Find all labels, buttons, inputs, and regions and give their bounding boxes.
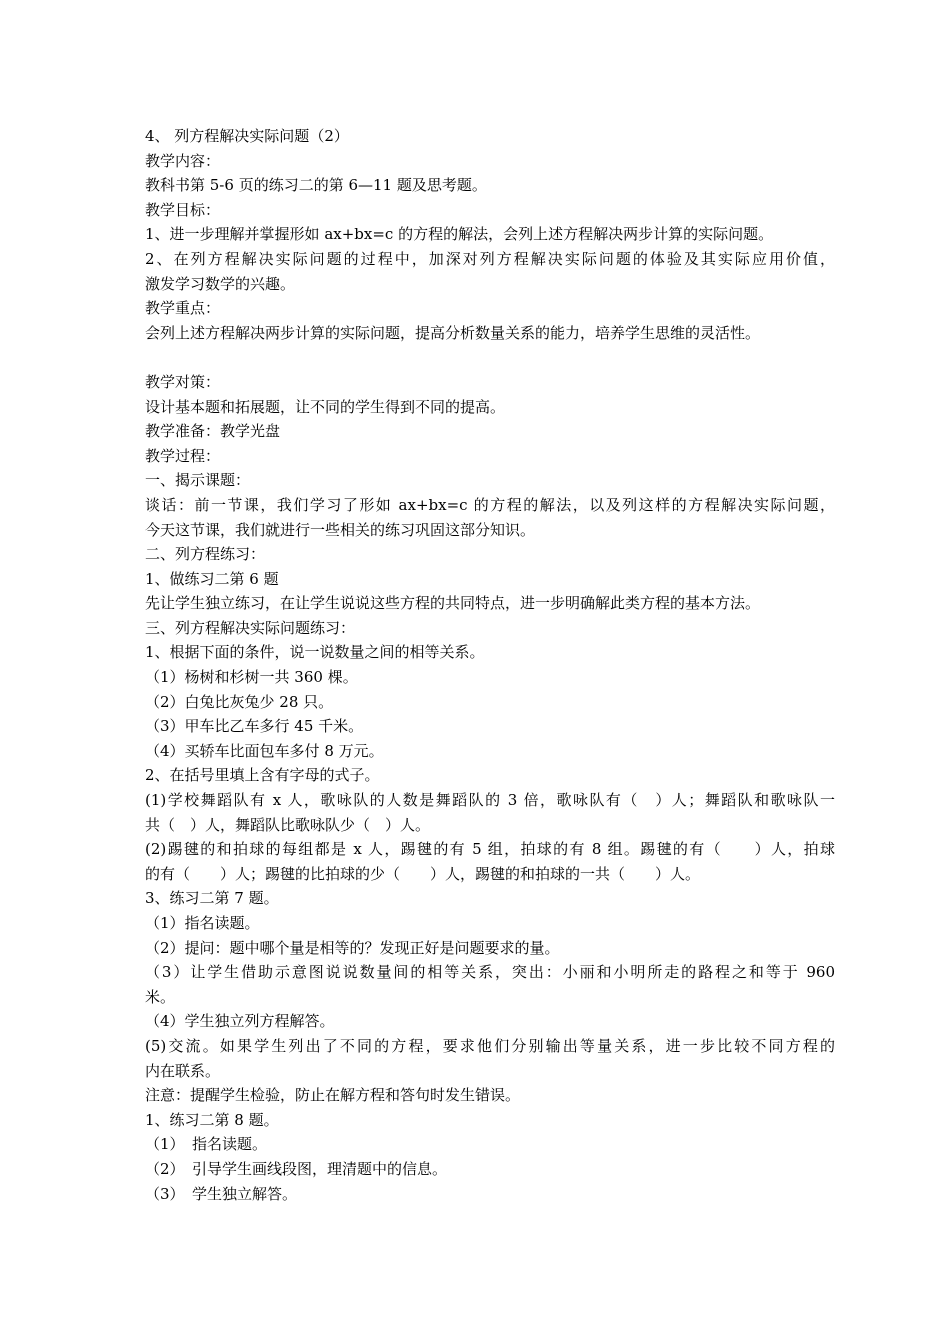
list-item: 3、练习二第 7 题。	[145, 889, 279, 908]
paragraph: 激发学习数学的兴趣。	[145, 274, 296, 293]
list-item: 1、练习二第 8 题。	[145, 1110, 279, 1129]
paragraph: 2、在列方程解决实际问题的过程中，加深对列方程解决实际问题的体验及其实际应用价值，	[145, 249, 835, 268]
paragraph: 的有（ ）人；踢毽的比拍球的少（ ）人，踢毽的和拍球的一共（ ）人。	[145, 864, 701, 883]
list-item: （3） 学生独立解答。	[145, 1184, 298, 1203]
list-item: （1）杨树和杉树一共 360 棵。	[145, 668, 358, 687]
list-item: (5)交流。如果学生列出了不同的方程，要求他们分别输出等量关系，进一步比较不同方程的	[145, 1036, 835, 1055]
list-item: （2）提问：题中哪个量是相等的？发现正好是问题要求的量。	[145, 938, 560, 957]
list-item: (2)踢毽的和拍球的每组都是 x 人，踢毽的有 5 组，拍球的有 8 组。踢毽的有（ ）人，拍球	[145, 840, 835, 859]
document-page	[145, 124, 835, 1206]
paragraph: 注意：提醒学生检验，防止在解方程和答句时发生错误。	[145, 1086, 521, 1105]
section-heading: 三、列方程解决实际问题练习：	[145, 618, 356, 637]
section-heading: 教学过程：	[145, 446, 221, 465]
section-heading: 二、列方程练习：	[145, 545, 266, 564]
paragraph: 谈话：前一节课，我们学习了形如 ax+bx=c 的方程的解法，以及列这样的方程解决实际问题，	[145, 495, 835, 514]
paragraph: 内在联系。	[145, 1061, 221, 1080]
paragraph: 1、进一步理解并掌握形如 ax+bx=c 的方程的解法，会列上述方程解决两步计算的实际问题。	[145, 225, 774, 244]
list-item: 1、做练习二第 6 题	[145, 569, 279, 588]
section-heading: 一、揭示课题：	[145, 471, 251, 490]
blank-line	[145, 345, 835, 370]
list-item: （2）白兔比灰兔少 28 只。	[145, 692, 334, 711]
paragraph: 教学准备：教学光盘	[145, 422, 281, 441]
list-item: (1)学校舞蹈队有 x 人，歌咏队的人数是舞蹈队的 3 倍，歌咏队有（ ）人；舞蹈队和歌咏队一	[145, 791, 835, 810]
list-item: （1） 指名读题。	[145, 1135, 268, 1154]
list-item: （3）让学生借助示意图说说数量间的相等关系，突出：小丽和小明所走的路程之和等于 960	[145, 963, 835, 982]
list-item: （1）指名读题。	[145, 914, 260, 932]
section-heading: 教学目标：	[145, 200, 221, 219]
paragraph: 设计基本题和拓展题，让不同的学生得到不同的提高。	[145, 397, 506, 416]
paragraph: 先让学生独立练习，在让学生说说这些方程的共同特点，进一步明确解此类方程的基本方法。	[145, 594, 761, 613]
paragraph: 会列上述方程解决两步计算的实际问题，提高分析数量关系的能力，培养学生思维的灵活性。	[145, 323, 761, 342]
list-item: （4）买轿车比面包车多付 8 万元。	[145, 741, 384, 760]
paragraph: 今天这节课，我们就进行一些相关的练习巩固这部分知识。	[145, 520, 536, 539]
section-heading: 教学内容：	[145, 151, 221, 170]
lesson-title: 4、 列方程解决实际问题（2）	[145, 127, 349, 145]
paragraph: 米。	[145, 987, 176, 1006]
paragraph: 共（ ）人，舞蹈队比歌咏队少（ ）人。	[145, 815, 431, 834]
paragraph: 教科书第 5-6 页的练习二的第 6—11 题及思考题。	[145, 176, 487, 195]
list-item: （2） 引导学生画线段图，理清题中的信息。	[145, 1159, 448, 1178]
list-item: 1、根据下面的条件，说一说数量之间的相等关系。	[145, 643, 485, 662]
section-heading: 教学对策：	[145, 372, 221, 391]
list-item: （3）甲车比乙车多行 45 千米。	[145, 717, 364, 736]
list-item: 2、在括号里填上含有字母的式子。	[145, 766, 380, 785]
section-heading: 教学重点：	[145, 299, 221, 318]
list-item: （4）学生独立列方程解答。	[145, 1012, 335, 1031]
